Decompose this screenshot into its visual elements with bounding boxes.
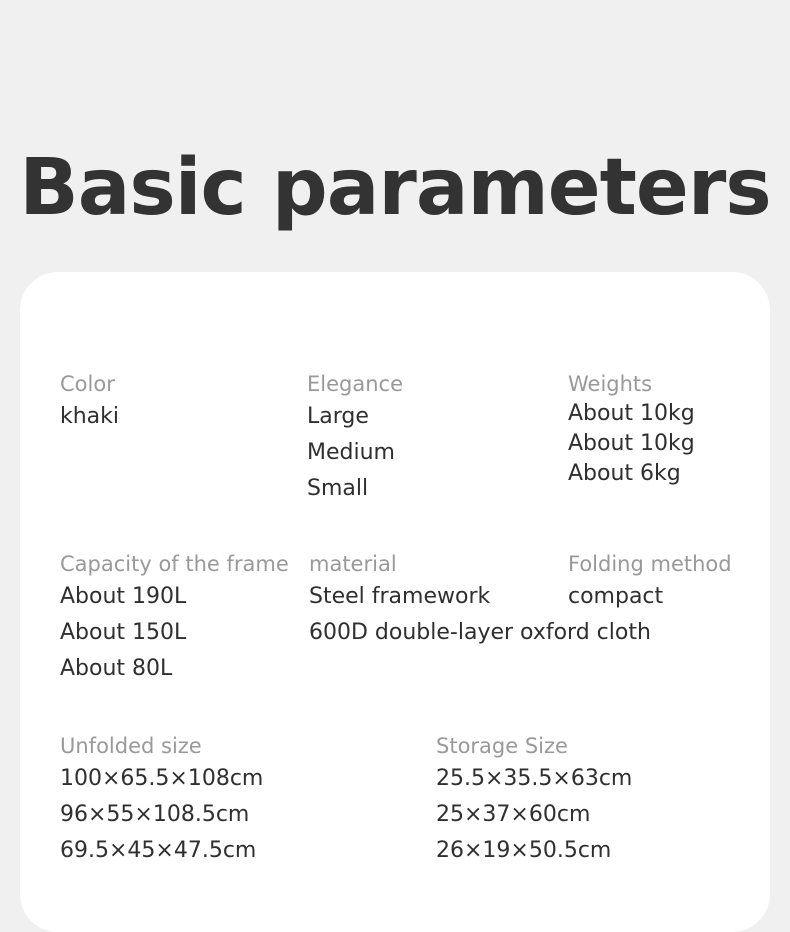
param-value: About 10kg — [568, 401, 695, 426]
param-value: 69.5×45×47.5cm — [60, 838, 257, 863]
param-value: About 80L — [60, 656, 173, 681]
param-label: Folding method — [568, 552, 732, 576]
param-value: 600D double-layer oxford cloth — [309, 620, 651, 645]
param-value: Medium — [307, 440, 395, 465]
param-label: Unfolded size — [60, 734, 202, 758]
param-value: 25.5×35.5×63cm — [436, 766, 633, 791]
param-label: Storage Size — [436, 734, 568, 758]
param-weights — [568, 369, 695, 489]
param-storage-size — [436, 731, 632, 869]
param-value: khaki — [60, 404, 120, 429]
param-unfolded-size — [60, 731, 263, 869]
param-value: compact — [568, 584, 664, 609]
param-value: 96×55×108.5cm — [60, 802, 250, 827]
param-color — [60, 369, 119, 435]
page-title: Basic parameters — [19, 143, 771, 233]
param-label: material — [309, 552, 397, 576]
param-value: Steel framework — [309, 584, 491, 609]
param-folding — [568, 549, 732, 615]
param-label: Color — [60, 372, 115, 396]
param-value: 100×65.5×108cm — [60, 766, 264, 791]
param-label: Weights — [568, 372, 653, 396]
param-label: Elegance — [307, 372, 403, 396]
param-value: Small — [307, 476, 369, 501]
param-value: About 6kg — [568, 461, 681, 486]
param-value: Large — [307, 404, 369, 429]
param-value: About 10kg — [568, 431, 695, 456]
parameters-card — [20, 272, 770, 932]
param-value: About 190L — [60, 584, 187, 609]
param-label: Capacity of the frame — [60, 552, 289, 576]
param-value: 26×19×50.5cm — [436, 838, 612, 863]
param-value: About 150L — [60, 620, 187, 645]
param-elegance — [307, 369, 403, 507]
param-value: 25×37×60cm — [436, 802, 591, 827]
param-capacity — [60, 549, 289, 687]
